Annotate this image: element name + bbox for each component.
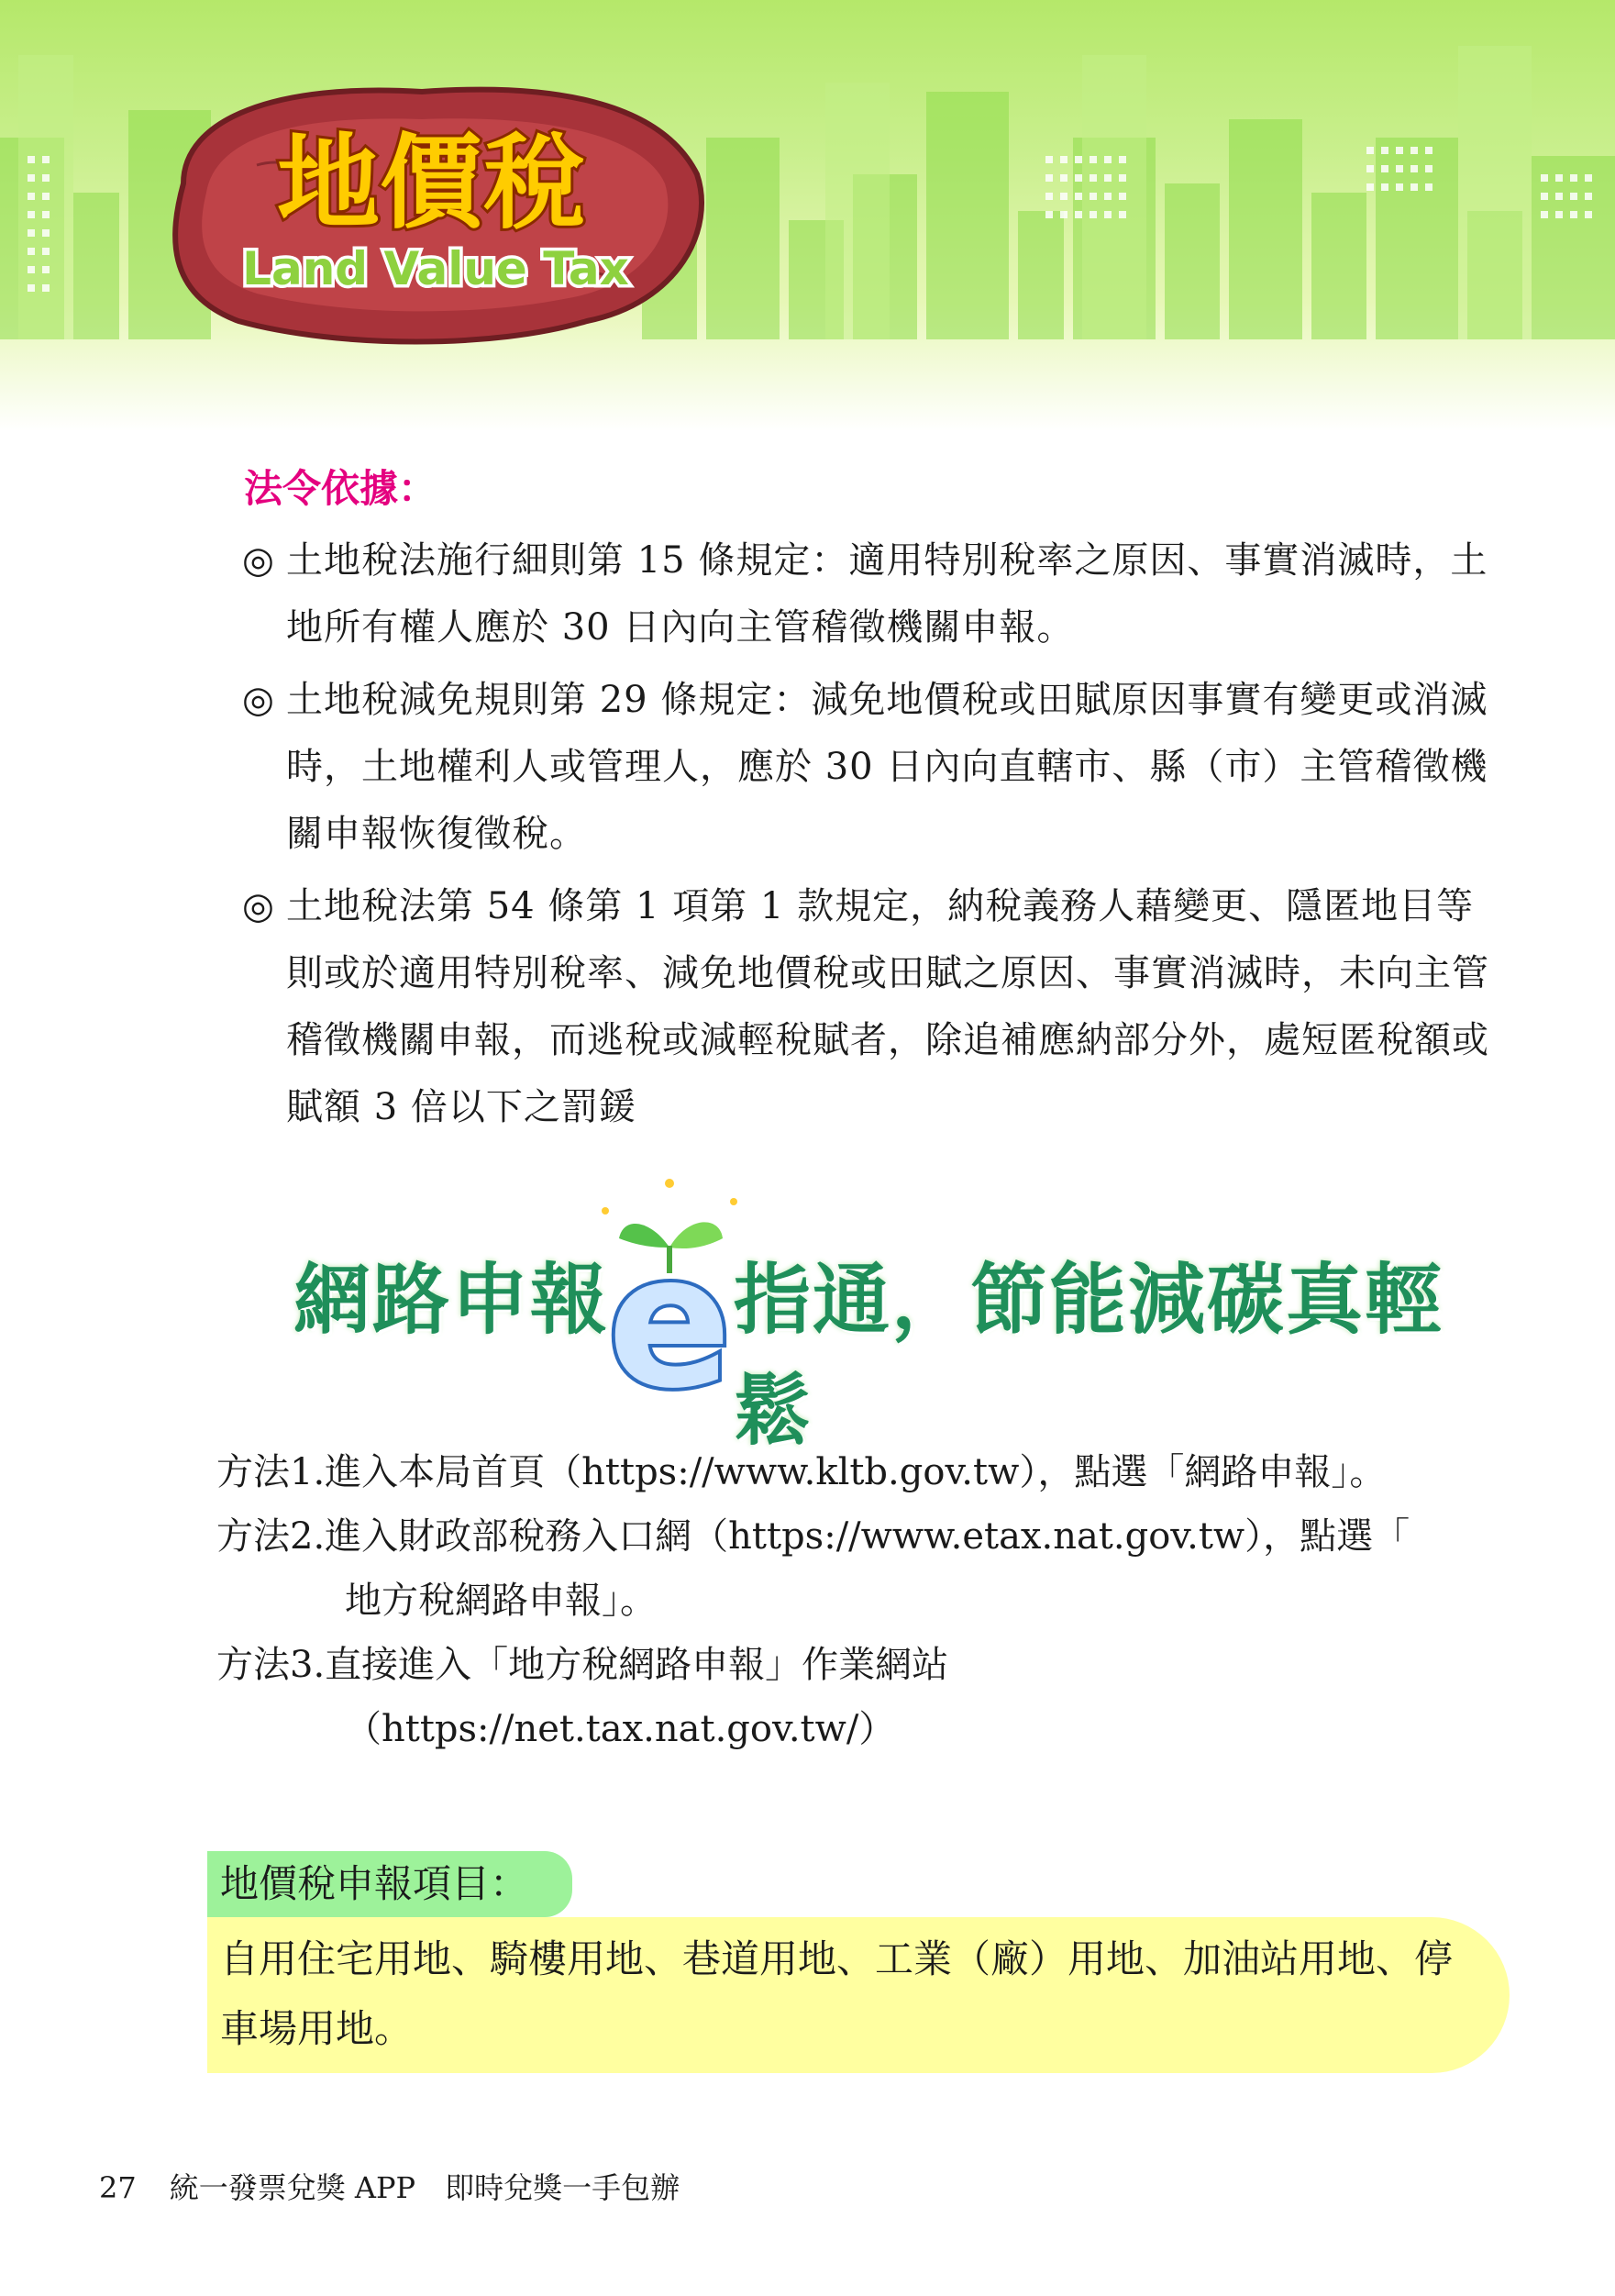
- efiling-slogan: [275, 1165, 1449, 1456]
- page-footer: [99, 2165, 680, 2207]
- footer-text: 統一發票兌獎 APP 即時兌獎一手包辦: [169, 2170, 680, 2205]
- method-1: [216, 1440, 1519, 1504]
- method-text: 進入本局首頁（https://www.kltb.gov.tw），點選「網路申報」。: [325, 1451, 1387, 1493]
- method-3: [216, 1633, 1519, 1761]
- filing-methods: [216, 1440, 1519, 1761]
- double-circle-bullet: ◎: [242, 539, 275, 582]
- legal-basis-item-2: [242, 667, 1508, 868]
- method-2: [216, 1504, 1519, 1633]
- double-circle-bullet: ◎: [242, 885, 275, 927]
- city-skyline-illustration: [0, 0, 1615, 431]
- page-number: 27: [99, 2170, 137, 2205]
- legal-basis-item-1: [242, 527, 1508, 661]
- slogan-left-text: 網路申報: [293, 1255, 610, 1345]
- method-url: （https://net.tax.nat.gov.tw/）: [345, 1708, 896, 1750]
- legal-basis-item-3: [242, 873, 1508, 1141]
- banner-subtitle: Land Value Tax: [242, 242, 629, 295]
- header-banner: [0, 0, 1615, 431]
- method-label: 方法2.: [216, 1515, 326, 1558]
- method-label: 方法1.: [216, 1451, 326, 1493]
- filing-items-box: [207, 1851, 1510, 2073]
- legal-basis-list: [242, 527, 1508, 1147]
- filing-items-body: 自用住宅用地、騎樓用地、巷道用地、工業（廠）用地、加油站用地、停車場用地。: [207, 1917, 1510, 2073]
- legal-basis-text: 土地稅法施行細則第 15 條規定：適用特別稅率之原因、事實消滅時，土地所有權人應於 30 日內向主管稽徵機關申報。: [286, 539, 1488, 649]
- method-label: 方法3.: [216, 1644, 326, 1686]
- banner-title: 地價稅: [277, 124, 585, 243]
- slogan-right-text: 指通，節能減碳真輕鬆: [734, 1255, 1444, 1456]
- legal-basis-heading: 法令依據：: [244, 466, 437, 511]
- method-text-continued: 地方稅網路申報」。: [345, 1580, 657, 1622]
- filing-items-title: 地價稅申報項目：: [207, 1851, 572, 1917]
- legal-basis-text: 土地稅減免規則第 29 條規定：減免地價稅或田賦原因事實有變更或消滅時，土地權利人或管理人，應於 30 日內向直轄市、縣（市）主管稽徵機關申報恢復徵稅。: [286, 679, 1488, 855]
- legal-basis-text: 土地稅法第 54 條第 1 項第 1 款規定，納稅義務人藉變更、隱匿地目等則或於適用特別稅率、減免地價稅或田賦之原因、事實消滅時，未向主管稽徵機關申報，而逃稅或減輕稅賦者，除追補應納部分外，處短匿稅額或賦額 3 倍以下之罰鍰: [286, 885, 1489, 1128]
- method-text: 進入財政部稅務入口網（https://www.etax.nat.gov.tw），點選「: [325, 1515, 1410, 1558]
- method-text: 直接進入「地方稅網路申報」作業網站: [325, 1644, 949, 1686]
- slogan-e-letter: e: [607, 1215, 732, 1403]
- double-circle-bullet: ◎: [242, 679, 275, 721]
